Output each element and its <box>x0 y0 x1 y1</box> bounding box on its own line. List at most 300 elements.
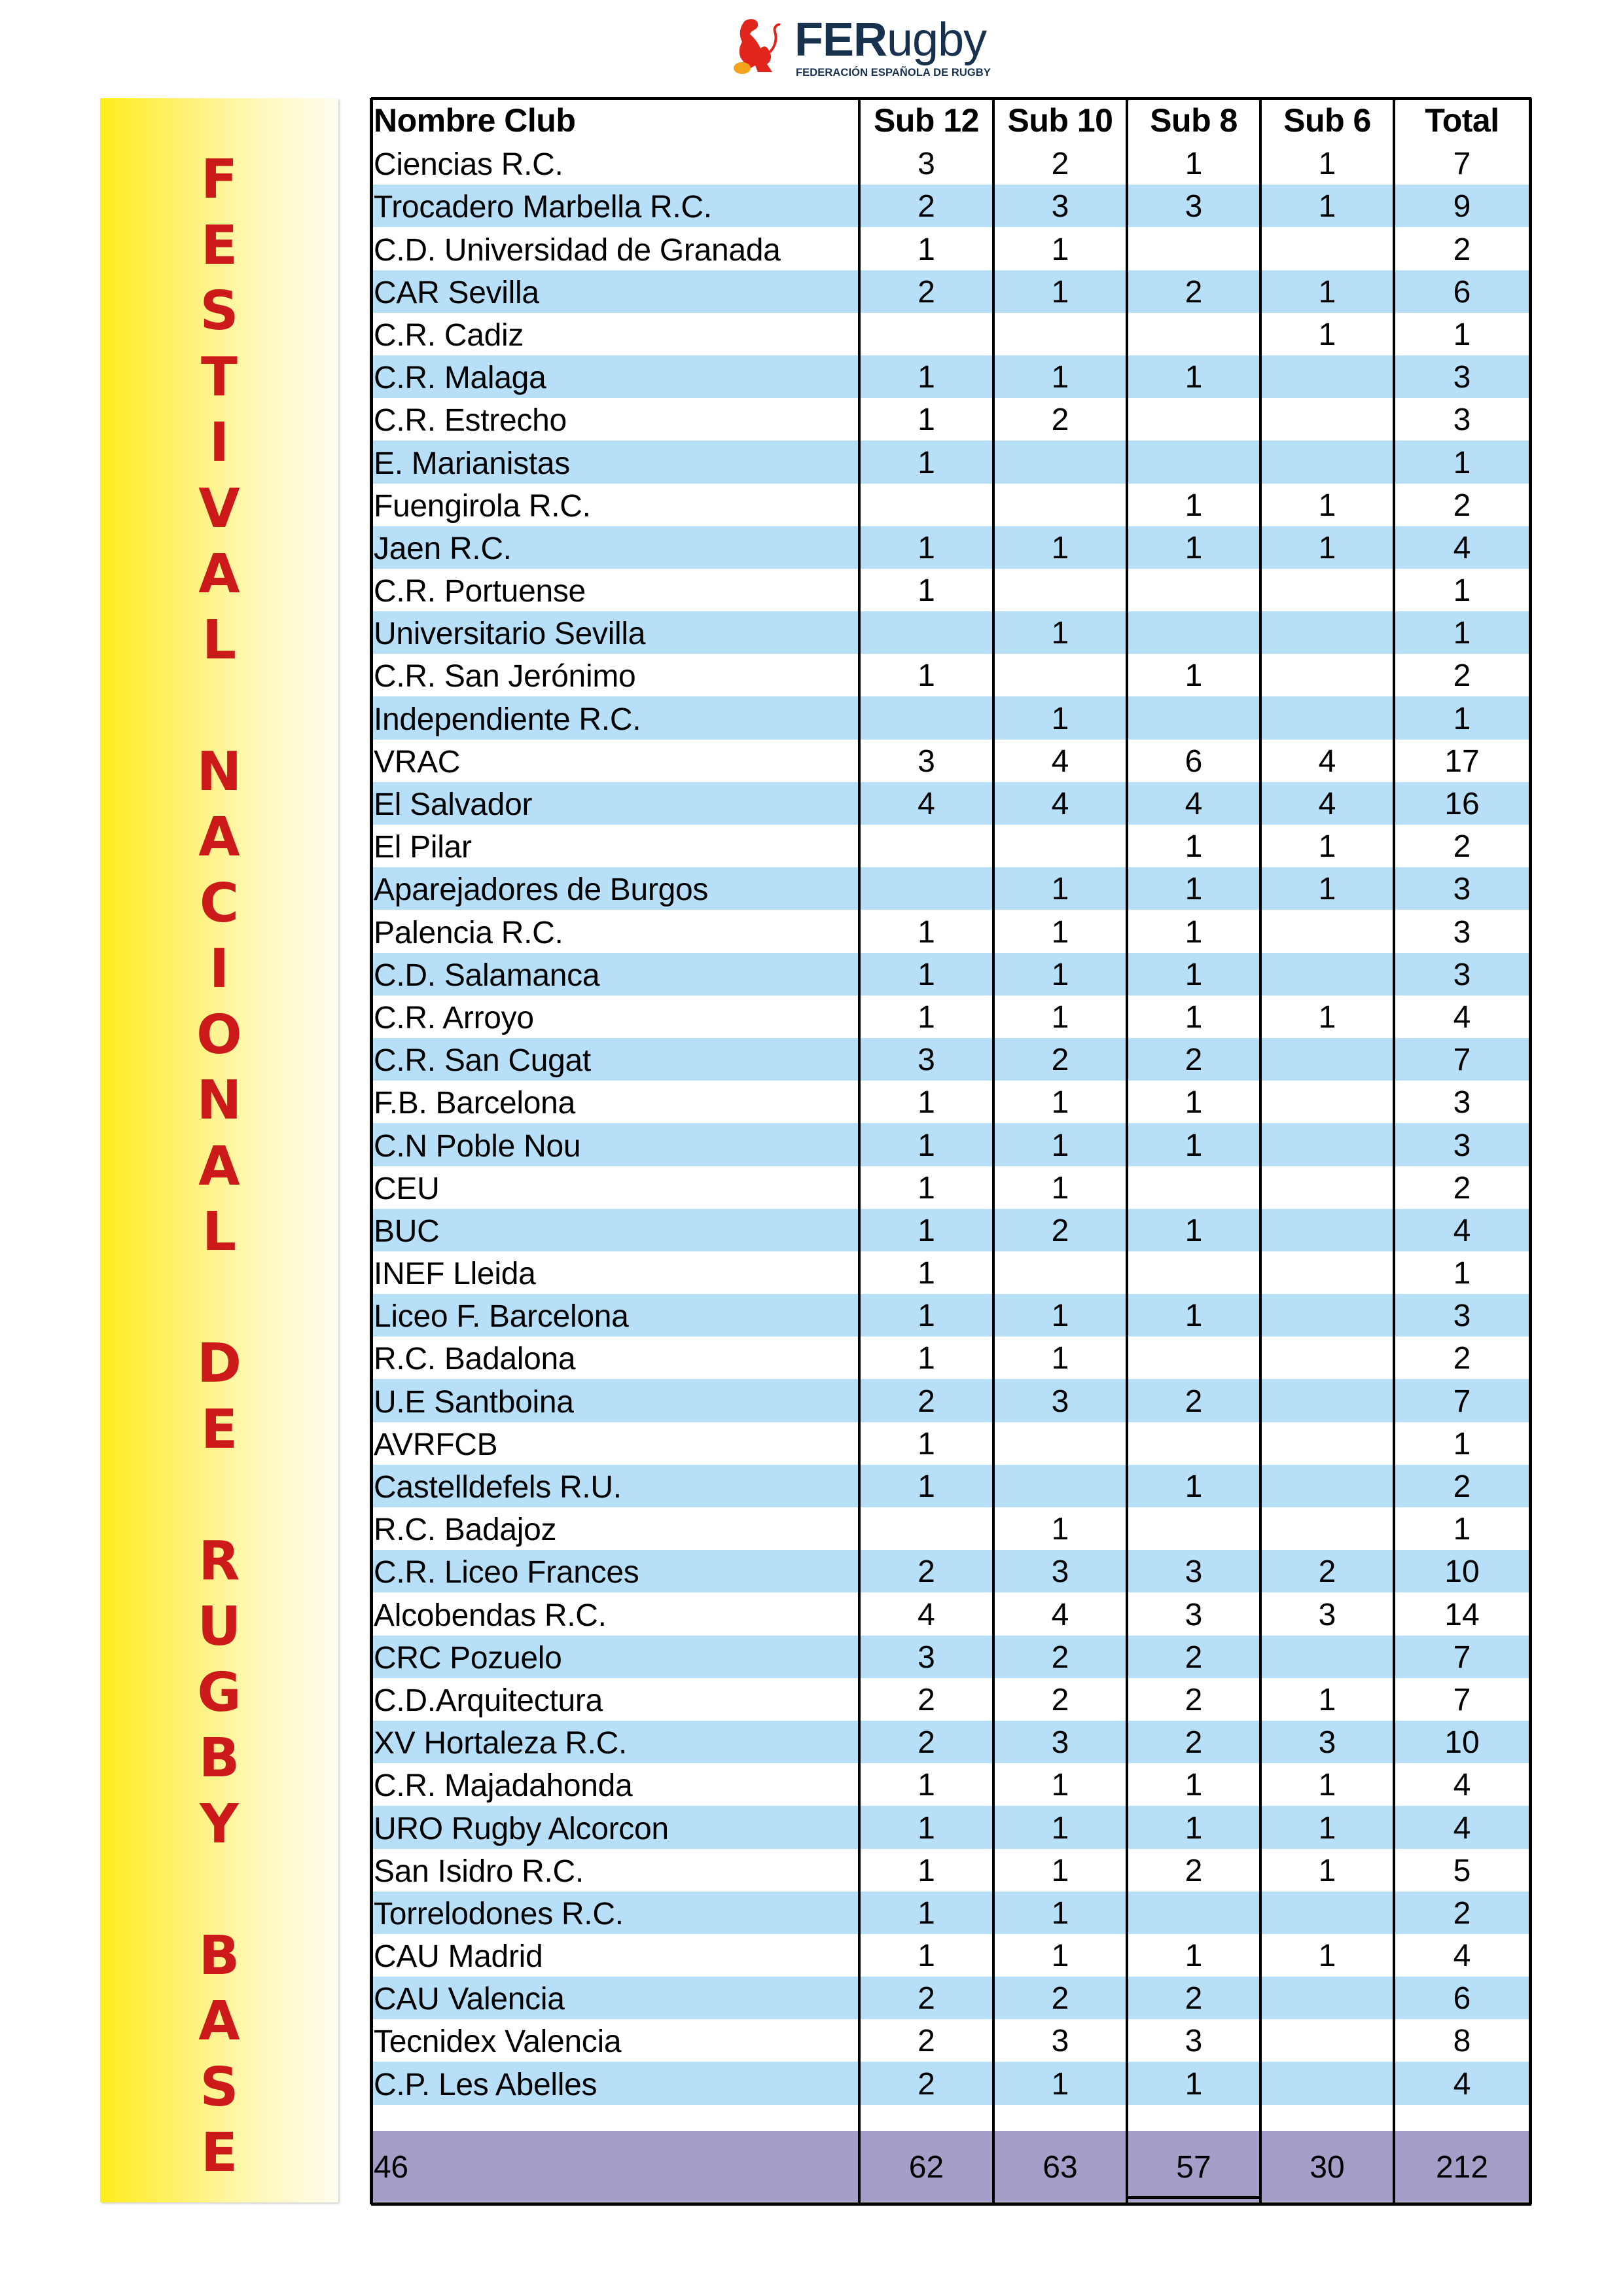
sub10-count: 1 <box>1051 232 1069 267</box>
sub12-count: 3 <box>918 1043 935 1078</box>
banner-letter: U <box>197 1596 241 1658</box>
table-row <box>371 569 1530 611</box>
banner-letter: B <box>198 1727 240 1789</box>
table-row <box>371 398 1530 440</box>
sub12-count: 1 <box>918 445 935 480</box>
banner-letter: G <box>197 1661 241 1724</box>
sub12-count: 1 <box>918 530 935 565</box>
sub6-count: 4 <box>1318 744 1336 779</box>
sub10-count: 4 <box>1051 744 1069 779</box>
table-row <box>371 1294 1530 1336</box>
club-name: Aparejadores de Burgos <box>374 872 709 908</box>
sub6-count <box>1260 1038 1394 1081</box>
sub6-count <box>1260 1123 1394 1166</box>
sub10-count: 2 <box>1051 1981 1069 2017</box>
sub12-count: 3 <box>918 147 935 182</box>
sub8-count: 2 <box>1185 1853 1203 1888</box>
table-row <box>371 696 1530 739</box>
table-row <box>371 2062 1530 2104</box>
club-name: C.N Poble Nou <box>374 1128 581 1164</box>
sub10-count: 2 <box>1051 1682 1069 1717</box>
banner-letter: E <box>200 2122 238 2184</box>
sub8-count <box>1127 313 1260 355</box>
sub10-count: 1 <box>1051 914 1069 950</box>
sub6-count <box>1260 953 1394 996</box>
sub10-count: 1 <box>1051 1085 1069 1121</box>
sub10-count: 1 <box>1051 1768 1069 1803</box>
club-name: VRAC <box>374 744 461 780</box>
table-row <box>371 1892 1530 1934</box>
total-count: 4 <box>1453 1213 1471 1248</box>
sub8-count <box>1127 440 1260 483</box>
sub12-count: 1 <box>918 1213 935 1248</box>
sub10-count: 1 <box>1051 530 1069 565</box>
sub6-count <box>1260 398 1394 440</box>
sub10-count: 1 <box>1051 274 1069 310</box>
banner-letter: V <box>198 477 240 540</box>
club-name: El Pilar <box>374 830 472 865</box>
total-count: 3 <box>1453 403 1471 438</box>
club-name: CAU Valencia <box>374 1982 565 2017</box>
sub8-count: 6 <box>1185 744 1203 779</box>
table-row <box>371 1763 1530 1806</box>
sub12-count: 2 <box>918 2066 935 2102</box>
sub8-count <box>1127 1892 1260 1934</box>
total-count: 4 <box>1453 1939 1471 1974</box>
total-count: 2 <box>1453 658 1471 694</box>
sub8-count <box>1127 398 1260 440</box>
sub8-count: 3 <box>1185 189 1203 224</box>
clubs-table <box>371 98 1530 2202</box>
sub12-count: 3 <box>918 744 935 779</box>
sub10-count: 1 <box>1051 1939 1069 1974</box>
sub6-count: 2 <box>1318 1554 1336 1590</box>
sub10-count: 1 <box>1051 2066 1069 2102</box>
sub12-count: 1 <box>918 658 935 694</box>
sub8-count: 3 <box>1185 2024 1203 2059</box>
header-sub10: Sub 10 <box>1007 101 1113 139</box>
sub8-count: 2 <box>1185 1384 1203 1419</box>
sub6-count <box>1260 1166 1394 1209</box>
sub10-count: 2 <box>1051 403 1069 438</box>
sub12-count: 1 <box>918 1341 935 1376</box>
total-count: 17 <box>1444 744 1480 779</box>
total-count: 8 <box>1453 2024 1471 2059</box>
sub12-count <box>859 867 993 910</box>
sub10-count: 1 <box>1051 957 1069 992</box>
sub12-count <box>859 1507 993 1550</box>
header-sub8: Sub 8 <box>1150 101 1238 139</box>
sub6-count: 1 <box>1318 1768 1336 1803</box>
sub8-count <box>1127 611 1260 654</box>
banner-letter: L <box>202 609 237 672</box>
sub10-count: 2 <box>1051 1043 1069 1078</box>
sub6-count <box>1260 611 1394 654</box>
sub10-count: 1 <box>1051 701 1069 736</box>
total-count: 3 <box>1453 914 1471 950</box>
totals-club-count: 46 <box>374 2149 408 2185</box>
sub12-count: 1 <box>918 573 935 609</box>
sub6-count: 1 <box>1318 274 1336 310</box>
sub8-count: 3 <box>1185 1554 1203 1590</box>
sub6-count <box>1260 1081 1394 1123</box>
sub12-count: 4 <box>918 787 935 821</box>
sub8-count: 2 <box>1185 1981 1203 2017</box>
rugby-lion-icon <box>732 16 789 79</box>
total-count: 5 <box>1453 1853 1471 1888</box>
sub8-count <box>1127 1422 1260 1465</box>
table-row <box>371 654 1530 696</box>
club-name: CEU <box>374 1171 440 1206</box>
sub12-count: 1 <box>918 957 935 992</box>
total-count: 1 <box>1453 1512 1471 1547</box>
sub10-count: 3 <box>1051 2024 1069 2059</box>
sub6-count <box>1260 1251 1394 1294</box>
table-row <box>371 270 1530 313</box>
table-row <box>371 953 1530 996</box>
total-count: 1 <box>1453 573 1471 609</box>
table-row <box>371 1806 1530 1848</box>
club-name: AVRFCB <box>374 1427 498 1462</box>
total-count: 7 <box>1453 1384 1471 1419</box>
club-name: C.D. Universidad de Granada <box>374 232 781 268</box>
sub10-count <box>993 1422 1127 1465</box>
sub12-count: 1 <box>918 1256 935 1291</box>
sub12-count: 1 <box>918 1469 935 1504</box>
total-count: 2 <box>1453 1341 1471 1376</box>
sub6-count <box>1260 355 1394 398</box>
club-name: Jaen R.C. <box>374 531 512 566</box>
banner-letter: O <box>196 1003 242 1066</box>
sub10-count <box>993 313 1127 355</box>
sub10-count: 4 <box>1051 1597 1069 1632</box>
table-row <box>371 1550 1530 1592</box>
banner-letter: Y <box>200 1793 239 1856</box>
table-header-row <box>371 98 1530 142</box>
sub8-count: 1 <box>1185 999 1203 1035</box>
club-name: San Isidro R.C. <box>374 1854 584 1889</box>
sub12-count <box>859 696 993 739</box>
club-name: E. Marianistas <box>374 446 570 481</box>
sub6-count: 1 <box>1318 829 1336 865</box>
total-count: 2 <box>1453 488 1471 523</box>
sub12-count: 1 <box>918 1299 935 1334</box>
table-row <box>371 1465 1530 1507</box>
sub12-count: 2 <box>918 2024 935 2059</box>
sub12-count: 1 <box>918 1128 935 1163</box>
banner-letter: S <box>200 2056 239 2119</box>
total-count: 2 <box>1453 1895 1471 1931</box>
sub12-count: 1 <box>918 360 935 395</box>
table-row <box>371 2019 1530 2062</box>
club-name: URO Rugby Alcorcon <box>374 1811 669 1846</box>
sub12-count: 1 <box>918 1768 935 1803</box>
banner-letter: D <box>196 1333 242 1395</box>
sub6-count <box>1260 227 1394 270</box>
total-count: 10 <box>1444 1725 1480 1761</box>
sub8-count: 4 <box>1185 787 1203 821</box>
sub6-count: 4 <box>1318 787 1336 821</box>
sub8-count: 1 <box>1185 530 1203 565</box>
sub8-count: 2 <box>1185 274 1203 310</box>
table-row <box>371 1209 1530 1251</box>
total-count: 2 <box>1453 1469 1471 1504</box>
club-name: Torrelodones R.C. <box>374 1896 624 1931</box>
sub6-count <box>1260 1636 1394 1678</box>
sub12-count <box>859 825 993 867</box>
banner-letter: R <box>198 1530 240 1592</box>
club-name: C.R. San Cugat <box>374 1043 591 1079</box>
sub8-count: 1 <box>1185 914 1203 950</box>
table-row <box>371 355 1530 398</box>
table-row <box>371 867 1530 910</box>
table-body <box>371 142 1530 2105</box>
total-count: 3 <box>1453 1085 1471 1121</box>
total-count: 7 <box>1453 1043 1471 1078</box>
sub10-count: 1 <box>1051 1512 1069 1547</box>
table-row <box>371 142 1530 185</box>
banner-letter: L <box>202 1201 237 1263</box>
column-divider <box>858 98 861 2204</box>
total-count: 1 <box>1453 1426 1471 1462</box>
club-name: Tecnidex Valencia <box>374 2024 622 2060</box>
sub12-count: 1 <box>918 1895 935 1931</box>
sub8-count: 1 <box>1185 1768 1203 1803</box>
table-row <box>371 1251 1530 1294</box>
table-row <box>371 1038 1530 1081</box>
table-row <box>371 1636 1530 1678</box>
club-name: U.E Santboina <box>374 1384 574 1420</box>
sub8-count <box>1127 696 1260 739</box>
total-count: 2 <box>1453 232 1471 267</box>
sub12-count: 2 <box>918 189 935 224</box>
sub8-count: 1 <box>1185 1469 1203 1504</box>
total-count: 7 <box>1453 147 1471 182</box>
banner-letter: S <box>200 280 239 342</box>
sub6-count: 3 <box>1318 1597 1336 1632</box>
table-row <box>371 1336 1530 1379</box>
total-count: 14 <box>1444 1597 1480 1632</box>
total-count: 7 <box>1453 1640 1471 1675</box>
sub8-count <box>1127 1166 1260 1209</box>
sub10-count: 3 <box>1051 1725 1069 1761</box>
banner-letter: N <box>196 1069 242 1132</box>
table-row <box>371 996 1530 1038</box>
club-name: CAR Sevilla <box>374 275 539 310</box>
sub8-count <box>1127 1507 1260 1550</box>
header-sub6: Sub 6 <box>1283 101 1371 139</box>
sub12-count: 4 <box>918 1597 935 1632</box>
sub6-count <box>1260 1379 1394 1422</box>
table-row <box>371 313 1530 355</box>
sub12-count: 1 <box>918 1810 935 1846</box>
club-name: Independiente R.C. <box>374 702 641 737</box>
sub8-count: 1 <box>1185 1213 1203 1248</box>
sub10-count: 4 <box>1051 787 1069 821</box>
total-count: 16 <box>1444 787 1480 821</box>
club-name: C.R. Arroyo <box>374 1000 534 1035</box>
banner-letter: E <box>200 1398 238 1461</box>
sub6-count <box>1260 1892 1394 1934</box>
sub6-count: 1 <box>1318 530 1336 565</box>
club-name: CRC Pozuelo <box>374 1640 562 1676</box>
ferugby-logo <box>732 14 1013 80</box>
banner-letter: A <box>198 1135 240 1198</box>
totals-sub10: 63 <box>1043 2149 1078 2185</box>
sub10-count <box>993 440 1127 483</box>
sub6-count <box>1260 1294 1394 1336</box>
club-name: C.R. Cadiz <box>374 317 524 353</box>
sub8-count: 1 <box>1185 1939 1203 1974</box>
sub8-count: 1 <box>1185 829 1203 865</box>
table-row <box>371 1123 1530 1166</box>
table-row <box>371 1507 1530 1550</box>
sub6-count: 3 <box>1318 1725 1336 1761</box>
sub8-count: 1 <box>1185 1299 1203 1334</box>
banner-letter: A <box>198 1990 240 2053</box>
sub10-count: 1 <box>1051 1341 1069 1376</box>
sub10-count: 1 <box>1051 1299 1069 1334</box>
club-name: El Salvador <box>374 787 533 822</box>
sub10-count <box>993 825 1127 867</box>
club-name: CAU Madrid <box>374 1939 543 1975</box>
club-name: Liceo F. Barcelona <box>374 1299 629 1335</box>
sub8-count: 1 <box>1185 2066 1203 2102</box>
table-row <box>371 825 1530 867</box>
club-name: C.P. Les Abelles <box>374 2067 597 2102</box>
sub12-count: 1 <box>918 999 935 1035</box>
banner-letter: I <box>209 412 230 474</box>
sub6-count <box>1260 1977 1394 2019</box>
sub10-count: 1 <box>1051 1895 1069 1931</box>
total-count: 3 <box>1453 872 1471 907</box>
sub12-count: 2 <box>918 1384 935 1419</box>
sub6-count <box>1260 440 1394 483</box>
sub12-count: 2 <box>918 1682 935 1717</box>
sub12-count: 1 <box>918 232 935 267</box>
table-row <box>371 1849 1530 1892</box>
total-count: 4 <box>1453 1768 1471 1803</box>
total-count: 1 <box>1453 445 1471 480</box>
sub6-count <box>1260 1507 1394 1550</box>
table-row <box>371 1166 1530 1209</box>
sub8-count: 1 <box>1185 1810 1203 1846</box>
totals-sub8: 57 <box>1176 2149 1211 2185</box>
sub10-count <box>993 569 1127 611</box>
sub10-count: 1 <box>1051 1853 1069 1888</box>
sub12-count <box>859 611 993 654</box>
sub12-count: 1 <box>918 403 935 438</box>
club-name: C.D.Arquitectura <box>374 1683 603 1718</box>
sub12-count: 1 <box>918 1170 935 1206</box>
sub12-count: 2 <box>918 1554 935 1590</box>
sub10-count: 3 <box>1051 189 1069 224</box>
sub8-count: 1 <box>1185 658 1203 694</box>
banner-letter: T <box>201 346 238 408</box>
sub8-count: 1 <box>1185 957 1203 992</box>
total-count: 3 <box>1453 1128 1471 1163</box>
sub12-count: 1 <box>918 914 935 950</box>
club-name: C.R. Malaga <box>374 361 546 396</box>
table-bottom-border <box>371 2202 1531 2206</box>
sub6-count <box>1260 696 1394 739</box>
total-count: 6 <box>1453 274 1471 310</box>
table-row <box>371 1081 1530 1123</box>
festival-banner <box>100 98 338 2202</box>
sub6-count <box>1260 1209 1394 1251</box>
sub8-count: 1 <box>1185 488 1203 523</box>
banner-letter: A <box>198 543 240 605</box>
table-left-border <box>370 98 373 2204</box>
totals-total: 212 <box>1435 2149 1489 2185</box>
table-row <box>371 227 1530 270</box>
sub6-count: 1 <box>1318 1682 1336 1717</box>
sub10-count: 1 <box>1051 360 1069 395</box>
table-row <box>371 484 1530 526</box>
club-name: R.C. Badalona <box>374 1342 576 1377</box>
club-name: Alcobendas R.C. <box>374 1598 607 1633</box>
sub8-total-underline <box>1126 2196 1260 2199</box>
total-count: 4 <box>1453 2066 1471 2102</box>
club-name: BUC <box>374 1213 440 1249</box>
banner-letter: A <box>198 806 240 869</box>
sub12-count <box>859 484 993 526</box>
club-name: C.R. San Jerónimo <box>374 659 636 694</box>
sub6-count: 1 <box>1318 1810 1336 1846</box>
club-name: Palencia R.C. <box>374 915 563 950</box>
total-count: 3 <box>1453 1299 1471 1334</box>
header-total: Total <box>1425 101 1499 139</box>
club-name: Fuengirola R.C. <box>374 488 591 524</box>
total-count: 10 <box>1444 1554 1480 1590</box>
club-name: C.R. Portuense <box>374 574 586 609</box>
banner-letter: B <box>198 1924 240 1987</box>
sub8-count <box>1127 569 1260 611</box>
table-totals-row <box>371 2131 1530 2202</box>
total-count: 4 <box>1453 999 1471 1035</box>
table-row <box>371 440 1530 483</box>
sub8-count: 1 <box>1185 360 1203 395</box>
sub6-count <box>1260 1422 1394 1465</box>
sub10-count: 2 <box>1051 1213 1069 1248</box>
sub6-count: 1 <box>1318 488 1336 523</box>
sub10-count: 2 <box>1051 1640 1069 1675</box>
sub6-count: 1 <box>1318 189 1336 224</box>
sub10-count <box>993 1465 1127 1507</box>
table-right-border <box>1529 98 1532 2204</box>
sub10-count: 1 <box>1051 872 1069 907</box>
sub10-count: 1 <box>1051 1128 1069 1163</box>
sub6-count <box>1260 2062 1394 2104</box>
brand-bold: FER <box>794 14 887 66</box>
sub8-count <box>1127 227 1260 270</box>
table-row <box>371 1379 1530 1422</box>
sub12-count: 1 <box>918 1085 935 1121</box>
club-name: C.R. Majadahonda <box>374 1768 633 1804</box>
sub6-count: 1 <box>1318 872 1336 907</box>
sub6-count: 1 <box>1318 147 1336 182</box>
sub10-count: 1 <box>1051 1810 1069 1846</box>
sub8-count: 2 <box>1185 1725 1203 1761</box>
total-count: 1 <box>1453 616 1471 651</box>
sub6-count: 1 <box>1318 317 1336 352</box>
total-count: 9 <box>1453 189 1471 224</box>
total-count: 3 <box>1453 957 1471 992</box>
club-name: XV Hortaleza R.C. <box>374 1726 628 1761</box>
sub8-count: 1 <box>1185 872 1203 907</box>
table-row <box>371 185 1530 227</box>
club-name: Trocadero Marbella R.C. <box>374 190 712 225</box>
